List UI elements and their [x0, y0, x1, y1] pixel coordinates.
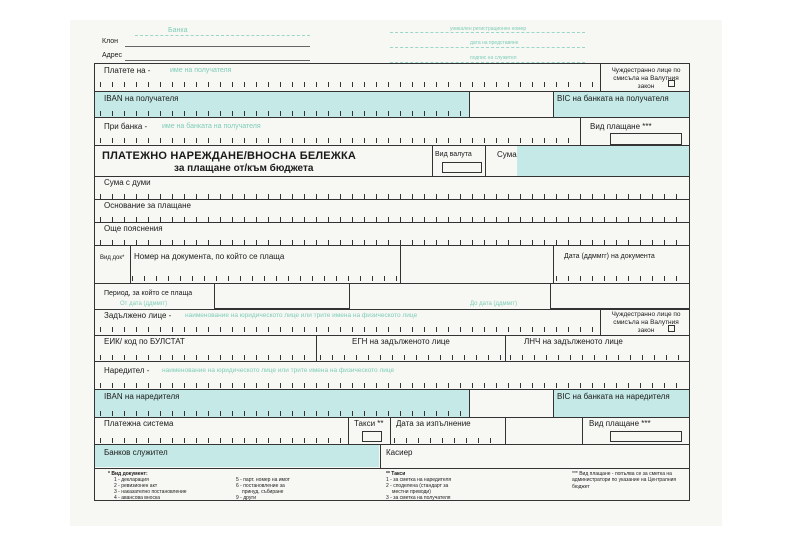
col-line [390, 417, 391, 444]
doc-type-5: 5 - парт. номер на имот [236, 477, 290, 483]
col-line [505, 417, 506, 444]
payment-type-label-2: Вид плащане *** [589, 419, 651, 428]
row-line [94, 335, 690, 336]
bank-line [135, 35, 310, 36]
bic-recipient-label: BIC на банката на получателя [557, 94, 669, 103]
row-line [94, 245, 690, 246]
doc-type-9: 9 - други [236, 495, 256, 501]
cashier-label: Касиер [386, 448, 413, 457]
payee-label: Платете на - [104, 66, 151, 75]
bank-employee-label: Банков служител [104, 448, 168, 457]
client-label: Клон [102, 38, 118, 45]
doc-date-field[interactable] [556, 276, 686, 281]
col-line [553, 245, 554, 283]
more-info-label: Още пояснения [104, 224, 163, 233]
orderer-hint: наименование на юридическото лице или трите имена на физическото лице [162, 367, 395, 374]
payment-system-field[interactable] [100, 438, 346, 443]
col-line [348, 417, 349, 444]
row-line [94, 117, 690, 118]
row-line [94, 199, 690, 200]
bank-hint: Банка [168, 27, 188, 34]
doc-types-title: * Вид документ: [108, 471, 148, 477]
col-line [600, 309, 601, 335]
lnch-field[interactable] [510, 355, 688, 360]
amount-label: Сума [497, 150, 517, 159]
orderer-field[interactable] [100, 383, 688, 388]
bic-orderer-label: BIC на банката на наредителя [557, 392, 670, 401]
payee-foreign-person: Чуждестранно лице по смисъла на Валутния закон [611, 67, 681, 91]
date-line [390, 47, 585, 48]
payment-type-footnote: *** Вид плащане - попълва се за сметка на администратори по указание на Централния бюджет [572, 471, 677, 490]
col-line [400, 245, 401, 283]
eik-field[interactable] [100, 355, 314, 360]
col-line [469, 389, 470, 417]
col-line [485, 145, 486, 176]
orderer-label: Наредител - [104, 366, 150, 375]
address-line [125, 60, 310, 61]
col-line [316, 335, 317, 361]
doc-type-2: 2 - ревизионен акт [114, 483, 158, 489]
doc-number-label: Номер на документа, по който се плаща [134, 252, 285, 261]
col-line [380, 444, 381, 468]
period-from-hint: От дата (ддммгг) [120, 301, 168, 307]
lnch-label: ЛНЧ на задълженото лице [524, 337, 623, 346]
reg-hint: уникален регистрационен номер [450, 26, 527, 32]
execution-date-label: Дата за изпълнение [396, 419, 471, 428]
reg-line [390, 32, 585, 33]
payment-type-field-2[interactable] [610, 431, 682, 442]
fees-option-1: 1 - за сметка на наредителя [386, 477, 452, 483]
period-to-field[interactable] [550, 283, 690, 309]
amount-words-label: Сума с думи [104, 178, 151, 187]
currency-field[interactable] [442, 162, 482, 173]
bank-field[interactable] [100, 138, 580, 143]
obligated-field[interactable] [100, 327, 600, 332]
period-label: Период, за който се плаща [104, 290, 193, 297]
row-line [94, 468, 690, 469]
bank-label: При банка - [104, 122, 148, 131]
fees-option-3: 3 - за сметка на получателя [386, 495, 451, 501]
obligated-foreign-person: Чуждестранно лице по смисъла на Валутния закон [611, 311, 681, 335]
iban-combs [100, 111, 468, 116]
doc-type-6: 6 - постановление за [236, 483, 285, 489]
col-line [469, 91, 470, 117]
client-line [125, 46, 310, 47]
col-line [582, 417, 583, 444]
payee-hint: име на получателя [170, 67, 232, 74]
date-hint: дата на представяне [470, 40, 519, 46]
payment-system-label: Платежна система [104, 419, 174, 428]
col-line [505, 335, 506, 361]
payment-type-label-1: Вид плащане *** [590, 122, 652, 131]
obligated-label: Задължено лице - [104, 311, 172, 320]
currency-label: Вид валута [435, 151, 472, 158]
row-line [94, 176, 690, 177]
payment-order-form [70, 20, 722, 526]
col-line [580, 117, 581, 145]
iban-orderer-label: IBAN на наредителя [104, 392, 180, 401]
payee-field[interactable] [100, 82, 600, 87]
egn-label: ЕГН на задълженото лице [352, 337, 450, 346]
period-from-field[interactable] [214, 283, 350, 309]
doc-type-label: Вид док* [100, 255, 125, 261]
doc-number-field[interactable] [132, 276, 400, 281]
doc-type-4: 4 - авансова вноска [114, 495, 161, 501]
fees-footnote-title: ** Такси [386, 471, 406, 477]
form-subtitle: за плащане от/към бюджета [174, 163, 314, 174]
col-line [432, 145, 433, 176]
doc-type-1: 1 - декларация [114, 477, 149, 483]
iban-recipient-label: IBAN на получателя [104, 94, 179, 103]
egn-field[interactable] [320, 355, 502, 360]
payment-type-field-1[interactable] [610, 133, 682, 145]
payee-divider [600, 63, 601, 91]
row-line [94, 361, 690, 362]
fees-label: Такси ** [354, 419, 384, 428]
row-line [94, 417, 690, 418]
fees-option-2: 2 - споделена (стандарт за [386, 483, 449, 489]
bank-hint-text: име на банката на получателя [162, 123, 261, 130]
obligated-foreign-checkbox[interactable] [668, 325, 675, 332]
period-to-hint: До дата (ддммгг) [470, 301, 518, 307]
payee-foreign-checkbox[interactable] [668, 80, 675, 87]
amount-field[interactable] [517, 146, 689, 176]
eik-label: ЕИК/ код по БУЛСТАТ [104, 337, 185, 346]
iban-combs [100, 411, 468, 416]
form-title: ПЛАТЕЖНО НАРЕЖДАНЕ/ВНОСНА БЕЛЕЖКА [102, 150, 357, 162]
row-line [94, 222, 690, 223]
address-label: Адрес [102, 52, 123, 59]
doc-type-3: 3 - наказателно постановление [114, 489, 187, 495]
obligated-hint: наименование на юридическото лице или трите имена на физическото лице [185, 312, 418, 319]
fees-option-2b: местни преводи) [392, 489, 431, 495]
sign-hint: подпис на служител [470, 55, 517, 61]
fees-field[interactable] [362, 431, 382, 442]
execution-date-field[interactable] [394, 438, 502, 443]
reason-label: Основание за плащане [104, 201, 191, 210]
doc-date-label: Дата (ддммгг) на документа [564, 253, 655, 260]
col-line [130, 245, 131, 283]
doc-type-6b: принуд. събиране [242, 489, 284, 495]
